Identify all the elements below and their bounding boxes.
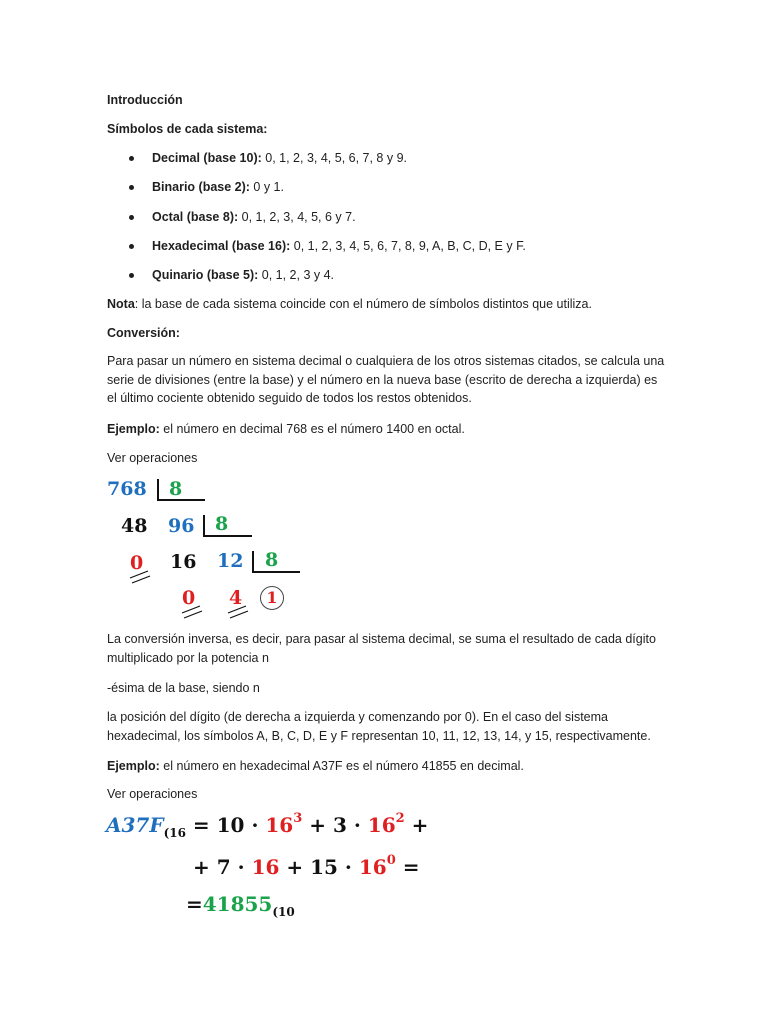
quotient: 12: [217, 550, 244, 572]
note-text: : la base de cada sistema coincide con el número de símbolos distintos que utiliza.: [134, 297, 592, 311]
symbols-heading: Símbolos de cada sistema:: [107, 122, 268, 136]
division-bracket-horizontal: [203, 535, 252, 537]
strike-mark-icon: [226, 604, 252, 620]
formula-line-2: + $7 \cdot 16 + 15 \cdot 16^0$ =: [193, 853, 420, 879]
decimal-result: 41855: [202, 892, 273, 916]
conversion-heading: Conversión:: [107, 326, 180, 340]
bullet-icon: [129, 185, 134, 190]
example2-label: Ejemplo:: [107, 759, 160, 773]
divisor: 8: [215, 513, 229, 535]
bullet-icon: [129, 156, 134, 161]
dividend: 768: [107, 478, 147, 500]
quotient: 96: [168, 515, 195, 537]
formula-line-3: $=41855_{(10}$: [186, 892, 295, 919]
subtraction-value: 16: [170, 551, 197, 573]
divisor: 8: [265, 549, 279, 571]
symbols-list: [107, 148, 667, 294]
division-bracket-vertical: [203, 515, 205, 537]
system-symbols: 0 y 1.: [249, 180, 284, 195]
system-label: Hexadecimal (base 16):: [152, 238, 291, 253]
example1-paragraph: [107, 420, 667, 439]
example1-text: el número en decimal 768 es el número 1400 en octal.: [159, 422, 465, 436]
divisor: 8: [169, 478, 183, 500]
example1-link[interactable]: Ver operaciones: [107, 451, 198, 465]
formula-line-1: $A37F_{(16} = 10 \cdot 16^3 + 3 \cdot 16^2$ +: [106, 811, 429, 840]
bullet-icon: [129, 244, 134, 249]
division-bracket-vertical: [157, 479, 159, 501]
division-bracket-horizontal: [252, 571, 300, 573]
example2-link[interactable]: Ver operaciones: [107, 787, 198, 801]
bullet-icon: [129, 273, 134, 278]
intro-title: Introducción: [107, 93, 183, 107]
system-label: Octal (base 8):: [152, 209, 239, 224]
inverse-paragraph-2: -ésima de la base, siendo n: [107, 681, 260, 695]
remainder: 0: [130, 552, 144, 574]
strike-mark-icon: [128, 569, 154, 585]
list-item: [107, 265, 667, 294]
result-base: (10: [272, 905, 295, 919]
system-symbols: 0, 1, 2, 3, 4, 5, 6, 7, 8 y 9.: [261, 151, 408, 165]
list-item: [107, 236, 667, 265]
subtraction-value: 48: [121, 515, 148, 537]
example1-label: Ejemplo:: [107, 422, 160, 436]
example2-text: el número en hexadecimal A37F es el número 41855 en decimal.: [159, 759, 524, 773]
list-item: [107, 148, 667, 177]
system-label: Binario (base 2):: [152, 180, 250, 195]
list-item: [107, 207, 667, 236]
remainder: 4: [229, 587, 243, 609]
inverse-paragraph-3: la posición del dígito (de derecha a izquierda y comenzando por 0). En el caso del sistema hexadecimal, los símbolos A, B, C, D, E y F representan 10, 11, 12, 13, 14, y 15, respectivamente.: [107, 710, 651, 743]
division-bracket-vertical: [252, 551, 254, 573]
strike-mark-icon: [180, 604, 206, 620]
bullet-icon: [129, 215, 134, 220]
system-label: Quinario (base 5):: [152, 268, 259, 283]
hex-number: A37F: [106, 813, 164, 837]
system-label: Decimal (base 10):: [152, 151, 262, 165]
list-item: [107, 177, 667, 206]
system-symbols: 0, 1, 2, 3, 4, 5, 6, 7, 8, 9, A, B, C, D, E y F.: [290, 238, 526, 253]
final-quotient-circled: 1: [260, 586, 284, 610]
note-paragraph: [107, 295, 667, 314]
example2-paragraph: [107, 757, 667, 776]
system-symbols: 0, 1, 2, 3, 4, 5, 6 y 7.: [238, 209, 356, 224]
note-label: Nota: [107, 297, 135, 311]
inverse-paragraph-1: La conversión inversa, es decir, para pasar al sistema decimal, se suma el resultado de cada dígito multiplicado por la potencia n: [107, 632, 656, 665]
system-symbols: 0, 1, 2, 3 y 4.: [258, 268, 335, 283]
remainder: 0: [182, 587, 196, 609]
conversion-paragraph: Para pasar un número en sistema decimal o cualquiera de los otros sistemas citados, se calcula una serie de divisiones (entre la base) y el número en la nueva base (escrito de derecha a izquierda) es el último cociente obtenido seguido de todos los restos obtenidos.: [107, 354, 665, 405]
hex-base: (16: [163, 826, 186, 840]
